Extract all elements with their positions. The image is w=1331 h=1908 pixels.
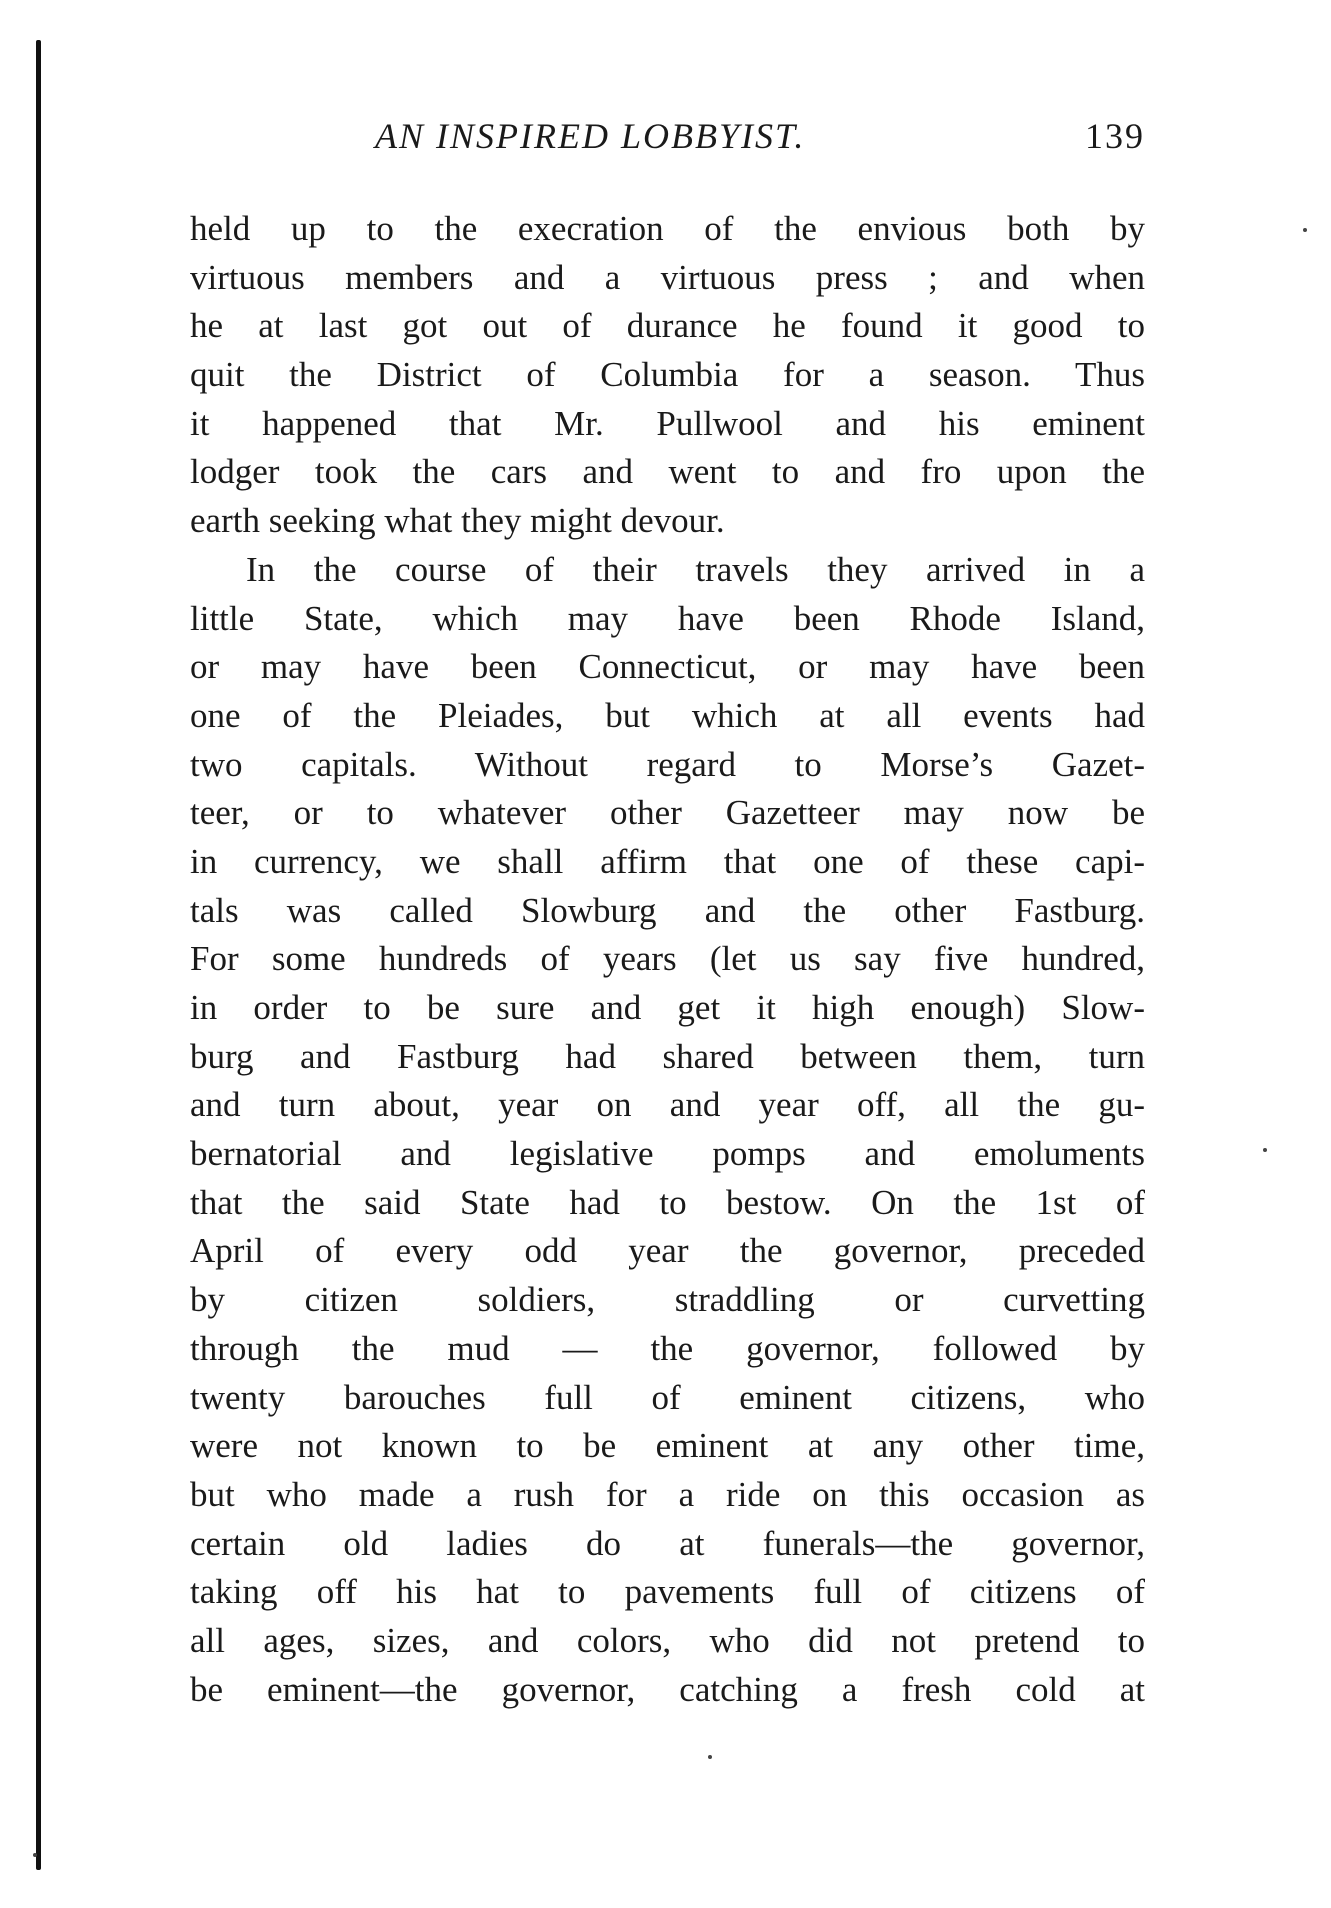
text-line: taking off his hat to pavements full of citizens of bbox=[190, 1572, 1145, 1612]
print-speck bbox=[33, 1853, 37, 1857]
text-line: be eminent—the governor, catching a fresh cold at bbox=[190, 1669, 1145, 1709]
text-line: through the mud — the governor, followed by bbox=[190, 1328, 1145, 1368]
text-line: that the said State had to bestow. On the 1st of bbox=[190, 1182, 1145, 1222]
text-line: virtuous members and a virtuous press ; and when bbox=[190, 257, 1145, 297]
text-line: In the course of their travels they arrived in a bbox=[246, 549, 1145, 589]
text-line: earth seeking what they might devour. bbox=[190, 501, 725, 541]
text-line: lodger took the cars and went to and fro upon the bbox=[190, 452, 1145, 492]
text-line: For some hundreds of years (let us say five hundred, bbox=[190, 939, 1145, 979]
text-line: held up to the execration of the envious both by bbox=[190, 209, 1145, 248]
text-line: or may have been Connecticut, or may have been bbox=[190, 647, 1145, 687]
print-speck bbox=[1263, 1148, 1267, 1152]
text-line: by citizen soldiers, straddling or curvetting bbox=[190, 1280, 1145, 1320]
text-line: and turn about, year on and year off, all the gu- bbox=[190, 1085, 1145, 1125]
text-line: certain old ladies do at funerals—the governor, bbox=[190, 1523, 1145, 1563]
running-title: AN INSPIRED LOBBYIST. bbox=[375, 116, 806, 156]
text-line: April of every odd year the governor, preceded bbox=[190, 1231, 1145, 1271]
text-line: quit the District of Columbia for a season. Thus bbox=[190, 355, 1145, 395]
body-text bbox=[190, 205, 1145, 1714]
text-line: but who made a rush for a ride on this occasion as bbox=[190, 1474, 1145, 1514]
text-line: it happened that Mr. Pullwool and his eminent bbox=[190, 403, 1145, 443]
print-speck bbox=[708, 1755, 712, 1759]
text-line: one of the Pleiades, but which at all events had bbox=[190, 695, 1145, 735]
page-number: 139 bbox=[1085, 116, 1145, 156]
page-header bbox=[190, 115, 1145, 165]
print-speck bbox=[1303, 228, 1307, 232]
text-line: teer, or to whatever other Gazetteer may now be bbox=[190, 793, 1145, 833]
text-line: tals was called Slowburg and the other Fastburg. bbox=[190, 890, 1145, 930]
text-line: bernatorial and legislative pomps and emoluments bbox=[190, 1134, 1145, 1174]
text-line: burg and Fastburg had shared between them, turn bbox=[190, 1036, 1145, 1076]
text-line: were not known to be eminent at any other time, bbox=[190, 1426, 1145, 1466]
text-line: in currency, we shall affirm that one of these capi- bbox=[190, 841, 1145, 881]
text-line: all ages, sizes, and colors, who did not pretend to bbox=[190, 1620, 1145, 1660]
text-line: two capitals. Without regard to Morse’s Gazet- bbox=[190, 744, 1145, 784]
text-line: little State, which may have been Rhode Island, bbox=[190, 598, 1145, 638]
binding-edge bbox=[36, 40, 41, 1870]
text-line: twenty barouches full of eminent citizens, who bbox=[190, 1377, 1145, 1417]
text-line: in order to be sure and get it high enough) Slow- bbox=[190, 988, 1145, 1027]
text-line: he at last got out of durance he found it good to bbox=[190, 306, 1145, 346]
